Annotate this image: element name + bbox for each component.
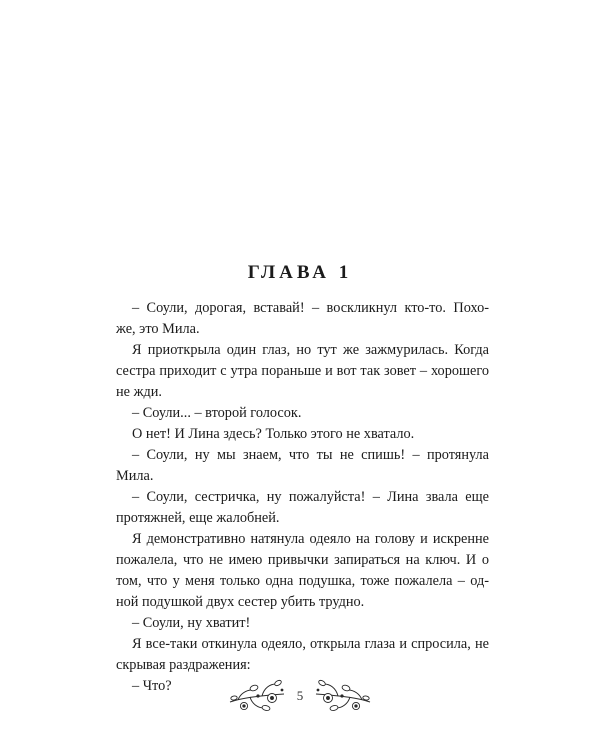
text-line: пожалела, что не имею привычки запираться на ключ. И о (116, 552, 489, 568)
text-line: ной подушкой двух сестер убить трудно. (116, 594, 365, 610)
body-text (116, 298, 489, 697)
text-line: сестра приходит с утра пораньше и вот так зовет – хорошего (116, 363, 489, 379)
text-line: – Соули, ну мы знаем, что ты не спишь! – протянула (132, 447, 489, 463)
floral-ornament-right-icon (312, 676, 372, 716)
text-line: – Соули, ну хватит! (132, 615, 251, 631)
page-footer (0, 676, 600, 716)
page-number: 5 (296, 688, 304, 703)
text-line: том, что у меня только одна подушка, тоже пожалела – од- (116, 573, 489, 589)
floral-ornament-left-icon (228, 676, 288, 716)
text-line: скрывая раздражения: (116, 657, 251, 673)
text-line: – Что? (132, 678, 172, 694)
text-line: Мила. (116, 468, 154, 484)
text-line: – Соули... – второй голосок. (132, 405, 302, 421)
text-line: Я все-таки откинула одеяло, открыла глаза и спросила, не (132, 636, 489, 652)
text-line: же, это Мила. (116, 321, 200, 337)
text-line: О нет! И Лина здесь? Только этого не хватало. (132, 426, 415, 442)
text-line: Я демонстративно натянула одеяло на голову и искренне (132, 531, 489, 547)
text-line: протяжней, еще жалобней. (116, 510, 280, 526)
text-line: – Соули, сестричка, ну пожалуйста! – Лина звала еще (132, 489, 489, 505)
chapter-title: ГЛАВА 1 (247, 262, 353, 283)
text-line: не жди. (116, 384, 162, 400)
text-line: Я приоткрыла один глаз, но тут же зажмурилась. Когда (132, 342, 489, 358)
text-line: – Соули, дорогая, вставай! – воскликнул кто-то. Похо- (132, 300, 489, 316)
